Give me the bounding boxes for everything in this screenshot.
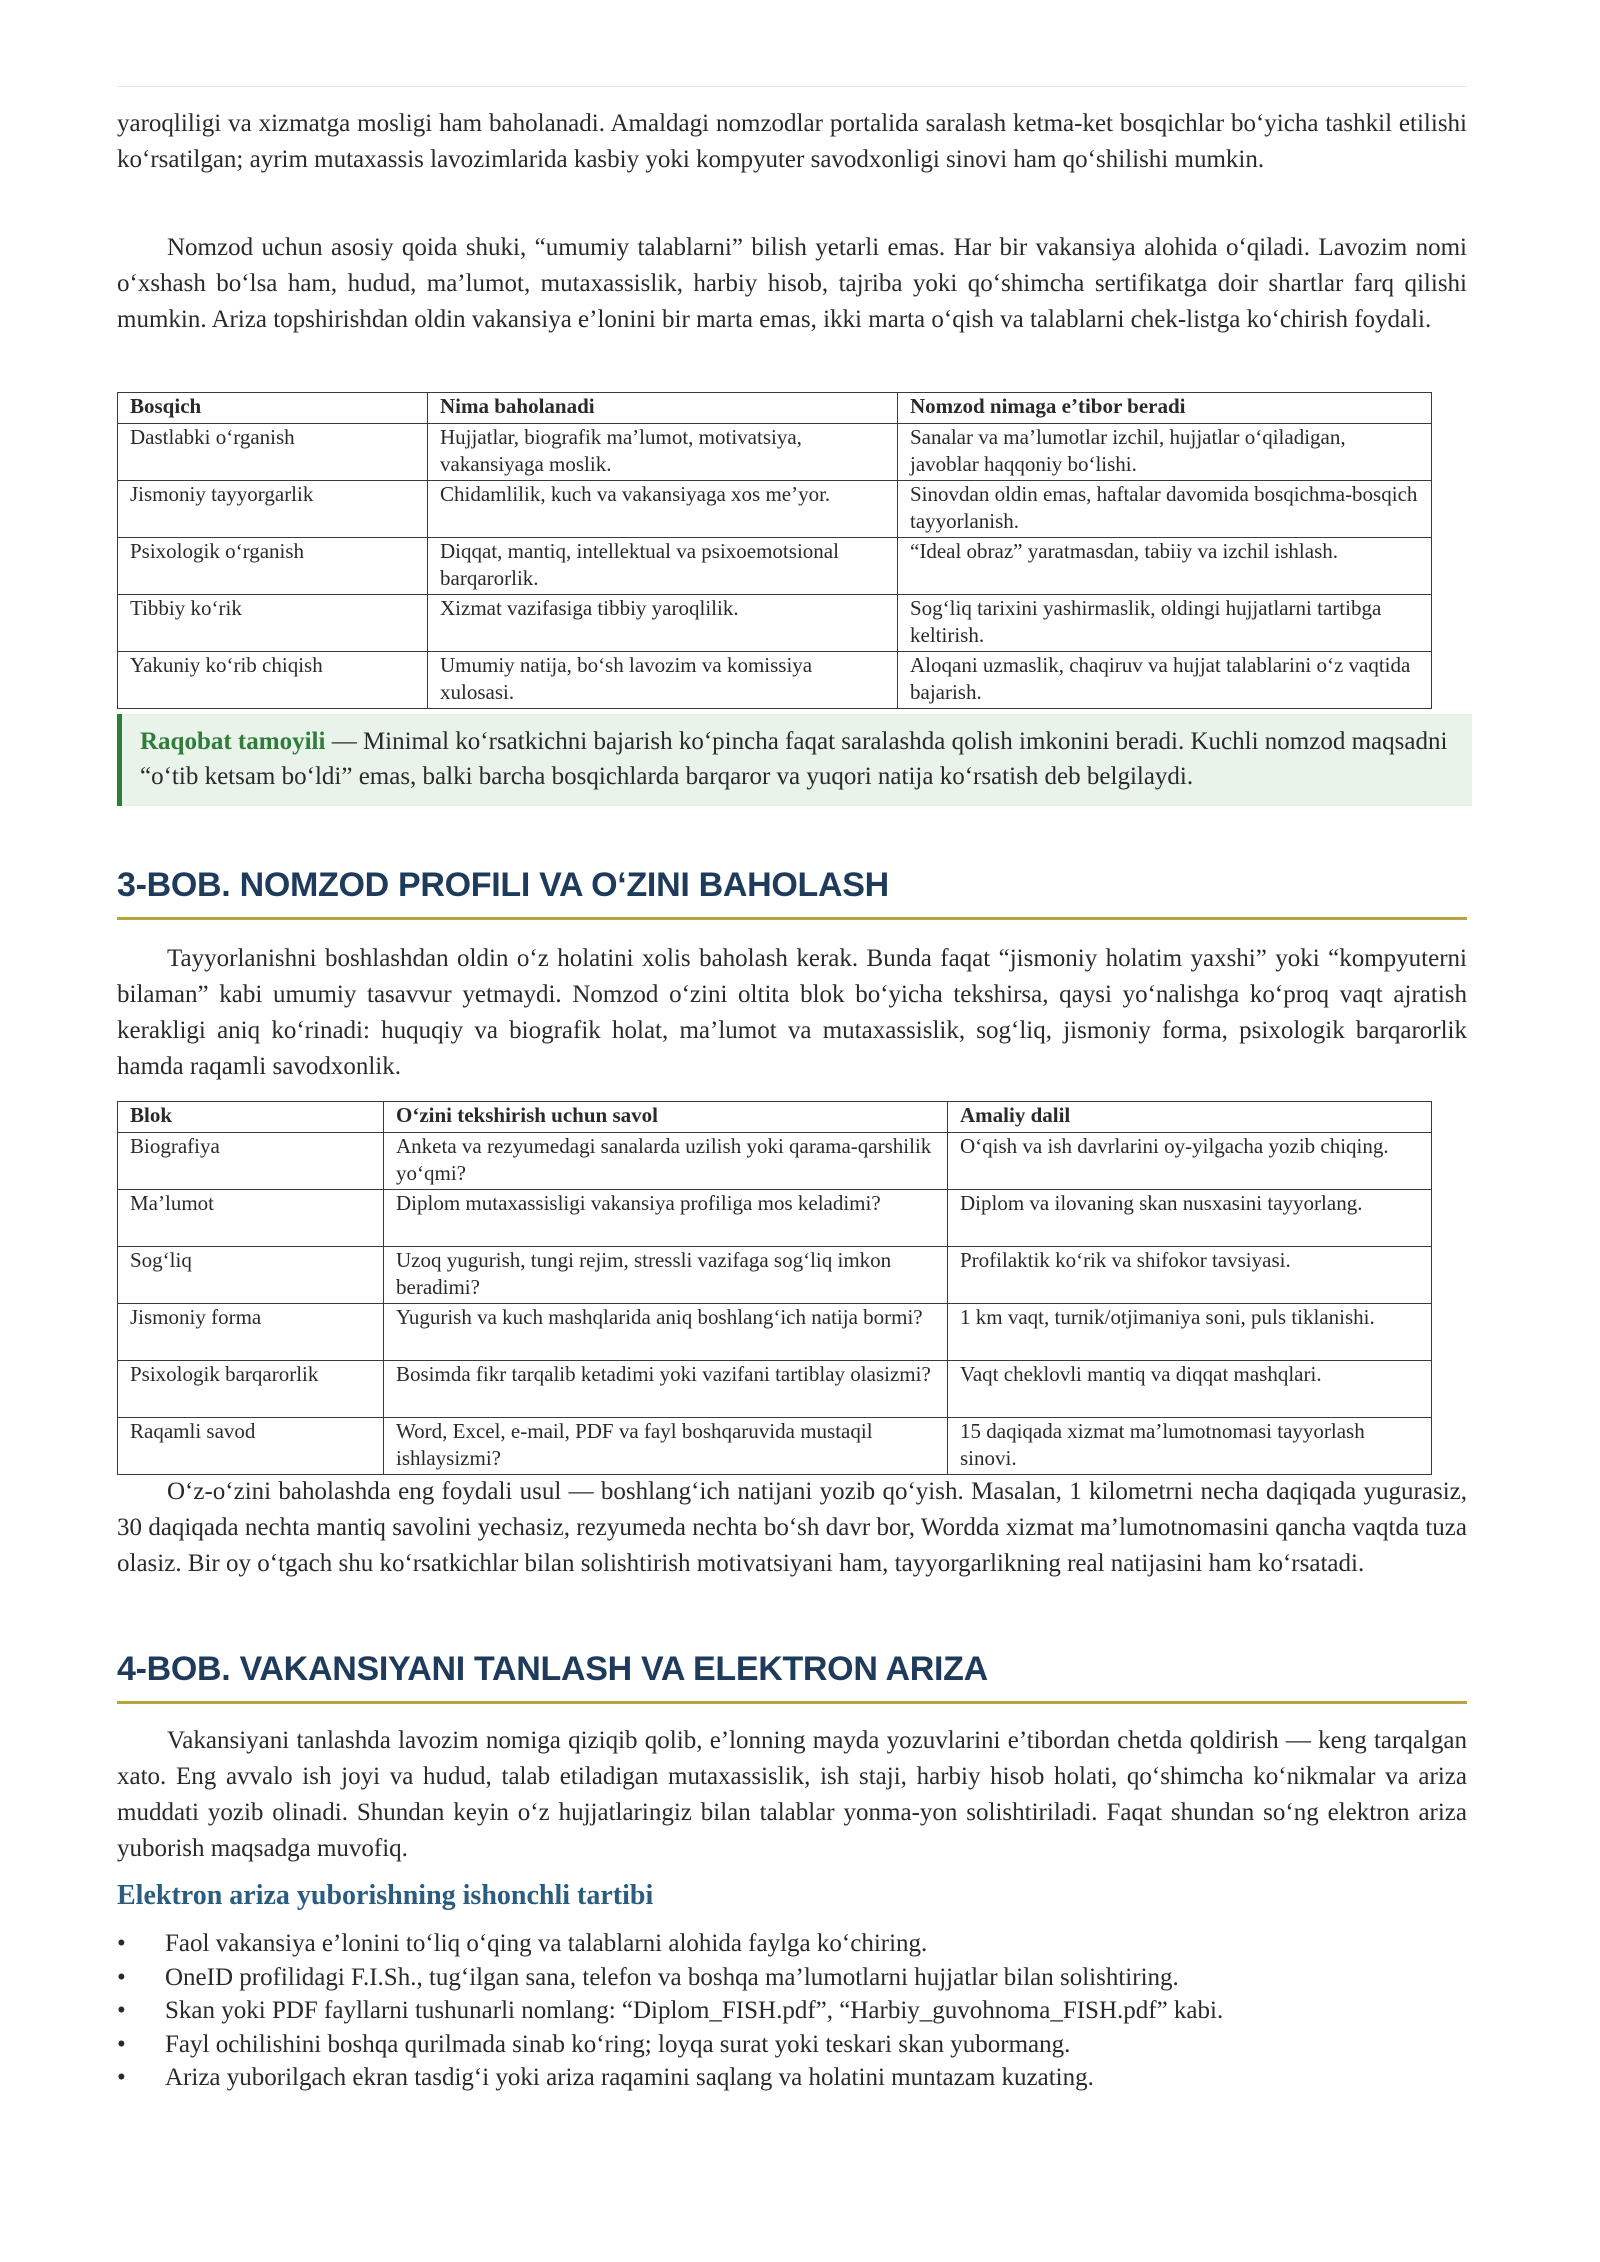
table-cell: Jismoniy tayyorgarlik — [118, 481, 428, 538]
table-cell: Sog‘liq — [118, 1247, 384, 1304]
table-cell: Hujjatlar, biografik ma’lumot, motivatsiya, vakansiyaga moslik. — [428, 424, 898, 481]
bullet-icon: • — [117, 2030, 126, 2058]
table-header-cell: Nima baholanadi — [428, 393, 898, 424]
table-row — [118, 481, 1432, 538]
table-cell: “Ideal obraz” yaratmasdan, tabiiy va izchil ishlash. — [898, 538, 1432, 595]
list-item-text: OneID profilidagi F.I.Sh., tug‘ilgan sana, telefon va boshqa ma’lumotlarni hujjatlar bilan solishtiring. — [165, 1963, 1179, 1991]
table-cell: Xizmat vazifasiga tibbiy yaroqlilik. — [428, 595, 898, 652]
bullet-icon: • — [117, 1997, 126, 2024]
competition-principle-note — [117, 714, 1472, 806]
list-item-text: Fayl ochilishini boshqa qurilmada sinab ko‘ring; loyqa surat yoki teskari skan yubormang. — [165, 2030, 1071, 2058]
table-row — [118, 1304, 1432, 1361]
application-steps-subtitle: Elektron ariza yuborishning ishonchli tartibi — [117, 1880, 654, 1911]
table-cell: Profilaktik ko‘rik va shifokor tavsiyasi. — [948, 1247, 1432, 1304]
intro-paragraph-2: Nomzod uchun asosiy qoida shuki, “umumiy talablarni” bilish yetarli emas. Har bir vakansiya alohida o‘qiladi. Lavozim nomi o‘xshash bo‘lsa ham, hudud, ma’lumot, mutaxassislik, harbiy hisob, tajriba yoki qo‘shimcha sertifikatga doir shartlar farq qilishi mumkin. Ariza topshirishdan oldin vakansiya e’lonini bir marta emas, ikki marta o‘qish va talablarni chek-listga ko‘chirish foydali. — [117, 234, 1467, 333]
list-item-text: Skan yoki PDF fayllarni tushunarli nomlang: “Diplom_FISH.pdf”, “Harbiy_guvohnoma_FISH.pdf” kabi. — [165, 1997, 1224, 2024]
table-row — [118, 424, 1432, 481]
table-cell: Bosimda fikr tarqalib ketadimi yoki vazifani tartiblay olasizmi? — [384, 1361, 948, 1418]
table-cell: Sanalar va ma’lumotlar izchil, hujjatlar o‘qiladigan, javoblar haqqoniy bo‘lishi. — [898, 424, 1432, 481]
chapter-3-paragraph-1: Tayyorlanishni boshlashdan oldin o‘z holatini xolis baholash kerak. Bunda faqat “jismoniy holatim yaxshi” yoki “kompyuterni bilaman” kabi umumiy tasavvur yetmaydi. Nomzod o‘zini oltita blok bo‘yicha tekshirsa, qaysi yo‘nalishga ko‘proq vaqt ajratish kerakligi aniq ko‘rinadi: huquqiy va biografik holat, ma’lumot va mutaxassislik, sog‘liq, jismoniy forma, psixologik barqarorlik hamda raqamli savodxonlik. — [117, 945, 1467, 1080]
table-row — [118, 1361, 1432, 1418]
table-header-row — [118, 1102, 1432, 1133]
table-cell: Chidamlilik, kuch va vakansiyaga xos me’yor. — [428, 481, 898, 538]
chapter-3-title: 3-BOB. NOMZOD PROFILI VA O‘ZINI BAHOLASH — [117, 866, 1467, 920]
table-header-cell: Nomzod nimaga e’tibor beradi — [898, 393, 1432, 424]
table-cell: Diplom mutaxassisligi vakansiya profiliga mos keladimi? — [384, 1190, 948, 1247]
table-cell: Psixologik o‘rganish — [118, 538, 428, 595]
table-cell: Sinovdan oldin emas, haftalar davomida bosqichma-bosqich tayyorlanish. — [898, 481, 1432, 538]
table-cell: Diplom va ilovaning skan nusxasini tayyorlang. — [948, 1190, 1432, 1247]
table-cell: Dastlabki o‘rganish — [118, 424, 428, 481]
table-cell: Biografiya — [118, 1133, 384, 1190]
table-row — [118, 1418, 1432, 1475]
self-assessment-table — [117, 1101, 1432, 1475]
list-item — [117, 1994, 1467, 2028]
intro-paragraph-1: yaroqliligi va xizmatga mosligi ham baholanadi. Amaldagi nomzodlar portalida saralash ketma-ket bosqichlar bo‘yicha tashkil etilishi ko‘rsatilgan; ayrim mutaxassis lavozimlarida kasbiy yoki kompyuter savodxonligi sinovi ham qo‘shilishi mumkin. — [117, 110, 1467, 173]
table-cell: Ma’lumot — [118, 1190, 384, 1247]
bullet-icon: • — [117, 1963, 126, 1991]
table-cell: Diqqat, mantiq, intellektual va psixoemotsional barqarorlik. — [428, 538, 898, 595]
list-item-text: Faol vakansiya e’lonini to‘liq o‘qing va talablarni alohida faylga ko‘chiring. — [165, 1930, 928, 1957]
chapter-3-paragraph-2: O‘z-o‘zini baholashda eng foydali usul — boshlang‘ich natijani yozib qo‘yish. Masalan, 1 kilometrni necha daqiqada yugurasiz, 30 daqiqada nechta mantiq savolini yechasiz, rezyumeda nechta bo‘sh davr bor, Wordda xizmat ma’lumotnomasini qancha vaqtda tuza olasiz. Bir oy o‘tgach shu ko‘rsatkichlar bilan solishtirish motivatsiyani ham, tayyorgarlikning real natijasini ham ko‘rsatadi. — [117, 1478, 1467, 1577]
table-row — [118, 652, 1432, 709]
table-header-cell: Amaliy dalil — [948, 1102, 1432, 1133]
table-cell: Umumiy natija, bo‘sh lavozim va komissiya xulosasi. — [428, 652, 898, 709]
table-header-cell: Bosqich — [118, 393, 428, 424]
table-row — [118, 1133, 1432, 1190]
table-cell: Tibbiy ko‘rik — [118, 595, 428, 652]
chapter-4-title: 4-BOB. VAKANSIYANI TANLASH VA ELEKTRON ARIZA — [117, 1650, 1467, 1704]
bullet-icon: • — [117, 2064, 126, 2091]
table-cell: Yakuniy ko‘rib chiqish — [118, 652, 428, 709]
note-text: — Minimal ko‘rsatkichni bajarish ko‘pincha faqat saralashda qolish imkonini beradi. Kuchli nomzod maqsadni “o‘tib ketsam bo‘ldi” emas, balki barcha bosqichlarda barqaror va yuqori natija ko‘rsatish deb belgilaydi. — [140, 728, 1448, 790]
table-cell: O‘qish va ish davrlarini oy-yilgacha yozib chiqing. — [948, 1133, 1432, 1190]
selection-stages-table — [117, 392, 1432, 709]
table-cell: Word, Excel, e-mail, PDF va fayl boshqaruvida mustaqil ishlaysizmi? — [384, 1418, 948, 1475]
table-cell: Anketa va rezyumedagi sanalarda uzilish yoki qarama-qarshilik yo‘qmi? — [384, 1133, 948, 1190]
list-item — [117, 1927, 1467, 1961]
list-item-text: Ariza yuborilgach ekran tasdig‘i yoki ariza raqamini saqlang va holatini muntazam kuzating. — [165, 2064, 1094, 2091]
table-cell: 1 km vaqt, turnik/otjimaniya soni, puls tiklanishi. — [948, 1304, 1432, 1361]
list-item — [117, 2028, 1467, 2062]
table-row — [118, 595, 1432, 652]
header-rule — [117, 86, 1467, 87]
table-cell: 15 daqiqada xizmat ma’lumotnomasi tayyorlash sinovi. — [948, 1418, 1432, 1475]
table-header-row — [118, 393, 1432, 424]
table-cell: Sog‘liq tarixini yashirmaslik, oldingi hujjatlarni tartibga keltirish. — [898, 595, 1432, 652]
table-row — [118, 538, 1432, 595]
table-cell: Yugurish va kuch mashqlarida aniq boshlang‘ich natija bormi? — [384, 1304, 948, 1361]
table-cell: Vaqt cheklovli mantiq va diqqat mashqlari. — [948, 1361, 1432, 1418]
table-cell: Jismoniy forma — [118, 1304, 384, 1361]
table-cell: Aloqani uzmaslik, chaqiruv va hujjat talablarini o‘z vaqtida bajarish. — [898, 652, 1432, 709]
table-header-cell: Blok — [118, 1102, 384, 1133]
table-cell: Psixologik barqarorlik — [118, 1361, 384, 1418]
table-cell: Raqamli savod — [118, 1418, 384, 1475]
table-row — [118, 1247, 1432, 1304]
list-item — [117, 2061, 1467, 2095]
chapter-4-paragraph-1: Vakansiyani tanlashda lavozim nomiga qiziqib qolib, e’lonning mayda yozuvlarini e’tibordan chetda qoldirish — keng tarqalgan xato. Eng avvalo ish joyi va hudud, talab etiladigan mutaxassislik, ish staji, harbiy hisob holati, qo‘shimcha ko‘nikmalar va ariza muddati yozib olinadi. Shundan keyin o‘z hujjatlaringiz bilan talablar yonma-yon solishtiriladi. Faqat shundan so‘ng elektron ariza yuborish maqsadga muvofiq. — [117, 1727, 1467, 1862]
bullet-icon: • — [117, 1930, 126, 1957]
table-row — [118, 1190, 1432, 1247]
table-cell: Uzoq yugurish, tungi rejim, stressli vazifaga sog‘liq imkon beradimi? — [384, 1247, 948, 1304]
table-header-cell: O‘zini tekshirish uchun savol — [384, 1102, 948, 1133]
list-item — [117, 1961, 1467, 1995]
application-steps-list — [117, 1927, 1467, 2095]
note-lead: Raqobat tamoyili — [140, 728, 326, 755]
